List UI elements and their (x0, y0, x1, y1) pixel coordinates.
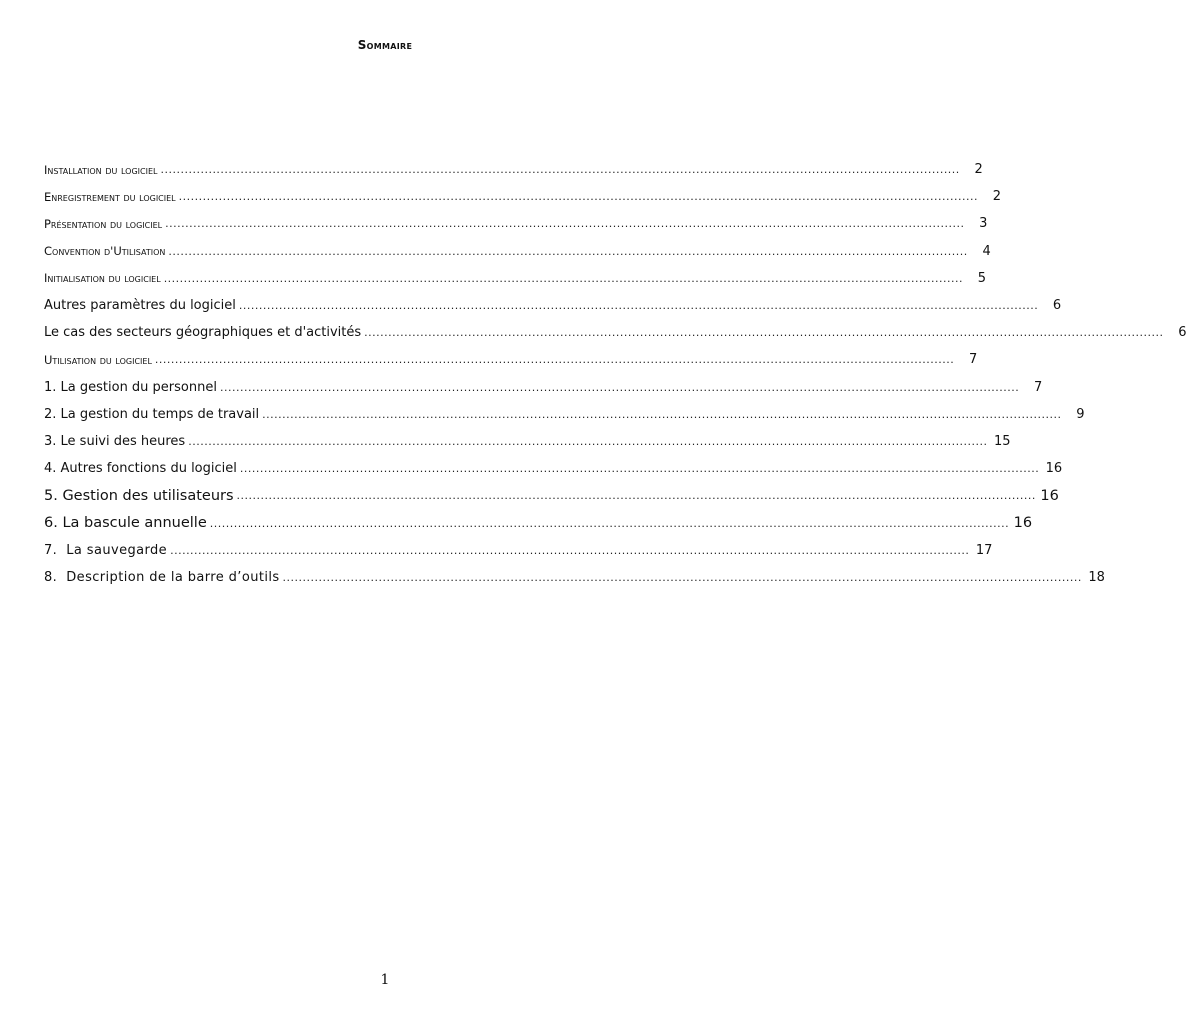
toc-entry-page: 6 (1052, 298, 1062, 314)
toc-entry-label: 7. La sauvegarde (44, 542, 168, 558)
toc-leader-dots: ........................................................................................................................................................................................................ (219, 380, 1020, 394)
toc-leader-dots: ........................................................................................................................................................................................................ (238, 299, 1039, 313)
toc-entry-label: Initialisation du logiciel (44, 271, 161, 286)
toc-entry-label: Utilisation du logiciel (44, 352, 152, 367)
toc-entry[interactable] (44, 346, 978, 373)
toc-leader-dots: ........................................................................................................................................................................................................ (160, 163, 960, 177)
toc-entry-page: 16 (1013, 515, 1033, 532)
toc-leader-dots: ........................................................................................................................................................................................................ (168, 244, 968, 258)
toc-entry-page: 18 (1088, 569, 1105, 585)
toc-leader-dots: ........................................................................................................................................................................................................ (236, 489, 1036, 503)
toc-entry-label: 5. Gestion des utilisateurs (44, 487, 234, 504)
toc-entry-page: 16 (1040, 487, 1059, 504)
toc-entry[interactable] (44, 482, 1059, 509)
toc-leader-dots: ........................................................................................................................................................................................................ (188, 434, 988, 448)
toc-entry[interactable] (44, 156, 983, 183)
toc-entry-label: Présentation du logiciel (44, 216, 163, 231)
toc-entry-page: 3 (979, 216, 988, 232)
toc-entry-label: Enregistrement du logiciel (44, 189, 176, 204)
toc-leader-dots: ........................................................................................................................................................................................................ (262, 407, 1062, 421)
toc-leader-dots: ........................................................................................................................................................................................................ (209, 516, 1010, 530)
toc-leader-dots: ........................................................................................................................................................................................................ (154, 353, 955, 367)
toc-entry-page: 7 (1034, 379, 1043, 395)
toc-entry[interactable] (44, 374, 1043, 401)
page-number: 1 (380, 972, 390, 988)
toc-leader-dots: ........................................................................................................................................................................................................ (163, 271, 964, 285)
toc-entry[interactable] (44, 428, 1011, 455)
toc-entry[interactable] (44, 210, 988, 237)
toc-entry-label: 4. Autres fonctions du logiciel (44, 461, 237, 477)
toc-leader-dots: ........................................................................................................................................................................................................ (239, 462, 1040, 476)
toc-entry[interactable] (44, 401, 1085, 428)
toc-entry-label: Autres paramètres du logiciel (44, 298, 236, 314)
toc-entry-label: 8. Description de la barre d’outils (44, 569, 280, 585)
table-of-contents (44, 156, 1186, 591)
toc-entry-page: 4 (982, 243, 991, 259)
toc-entry-page: 2 (974, 162, 983, 178)
toc-entry-page: 16 (1045, 461, 1063, 477)
toc-entry[interactable] (44, 238, 991, 265)
toc-entry[interactable] (44, 319, 1186, 346)
toc-entry-label: Installation du logiciel (44, 162, 158, 177)
toc-entry-label: Le cas des secteurs géographiques et d'activités (44, 325, 362, 341)
toc-entry[interactable] (44, 564, 1105, 591)
toc-entry-label: 1. La gestion du personnel (44, 379, 217, 395)
toc-entry-page: 15 (994, 433, 1011, 449)
toc-entry-page: 5 (977, 270, 987, 286)
toc-entry[interactable] (44, 292, 1062, 319)
toc-leader-dots: ........................................................................................................................................................................................................ (165, 217, 965, 231)
toc-leader-dots: ........................................................................................................................................................................................................ (170, 543, 970, 557)
toc-leader-dots: ........................................................................................................................................................................................................ (178, 190, 978, 204)
toc-entry-label: 3. Le suivi des heures (44, 433, 186, 449)
toc-entry-page: 17 (975, 542, 993, 558)
toc-entry[interactable] (44, 455, 1063, 482)
toc-entry-page: 6 (1178, 325, 1186, 341)
toc-leader-dots: ........................................................................................................................................................................................................ (364, 326, 1164, 340)
toc-leader-dots: ........................................................................................................................................................................................................ (282, 570, 1082, 584)
toc-entry[interactable] (44, 265, 987, 292)
toc-entry[interactable] (44, 537, 993, 564)
toc-entry[interactable] (44, 183, 1001, 210)
toc-entry-label: Convention d'Utilisation (44, 244, 166, 259)
page-title: Sommaire (357, 38, 413, 52)
toc-entry[interactable] (44, 509, 1033, 536)
toc-entry-page: 2 (992, 189, 1001, 205)
toc-entry-page: 9 (1076, 406, 1085, 422)
toc-entry-label: 6. La bascule annuelle (44, 515, 207, 532)
toc-entry-page: 7 (968, 352, 978, 368)
toc-entry-label: 2. La gestion du temps de travail (44, 406, 260, 422)
